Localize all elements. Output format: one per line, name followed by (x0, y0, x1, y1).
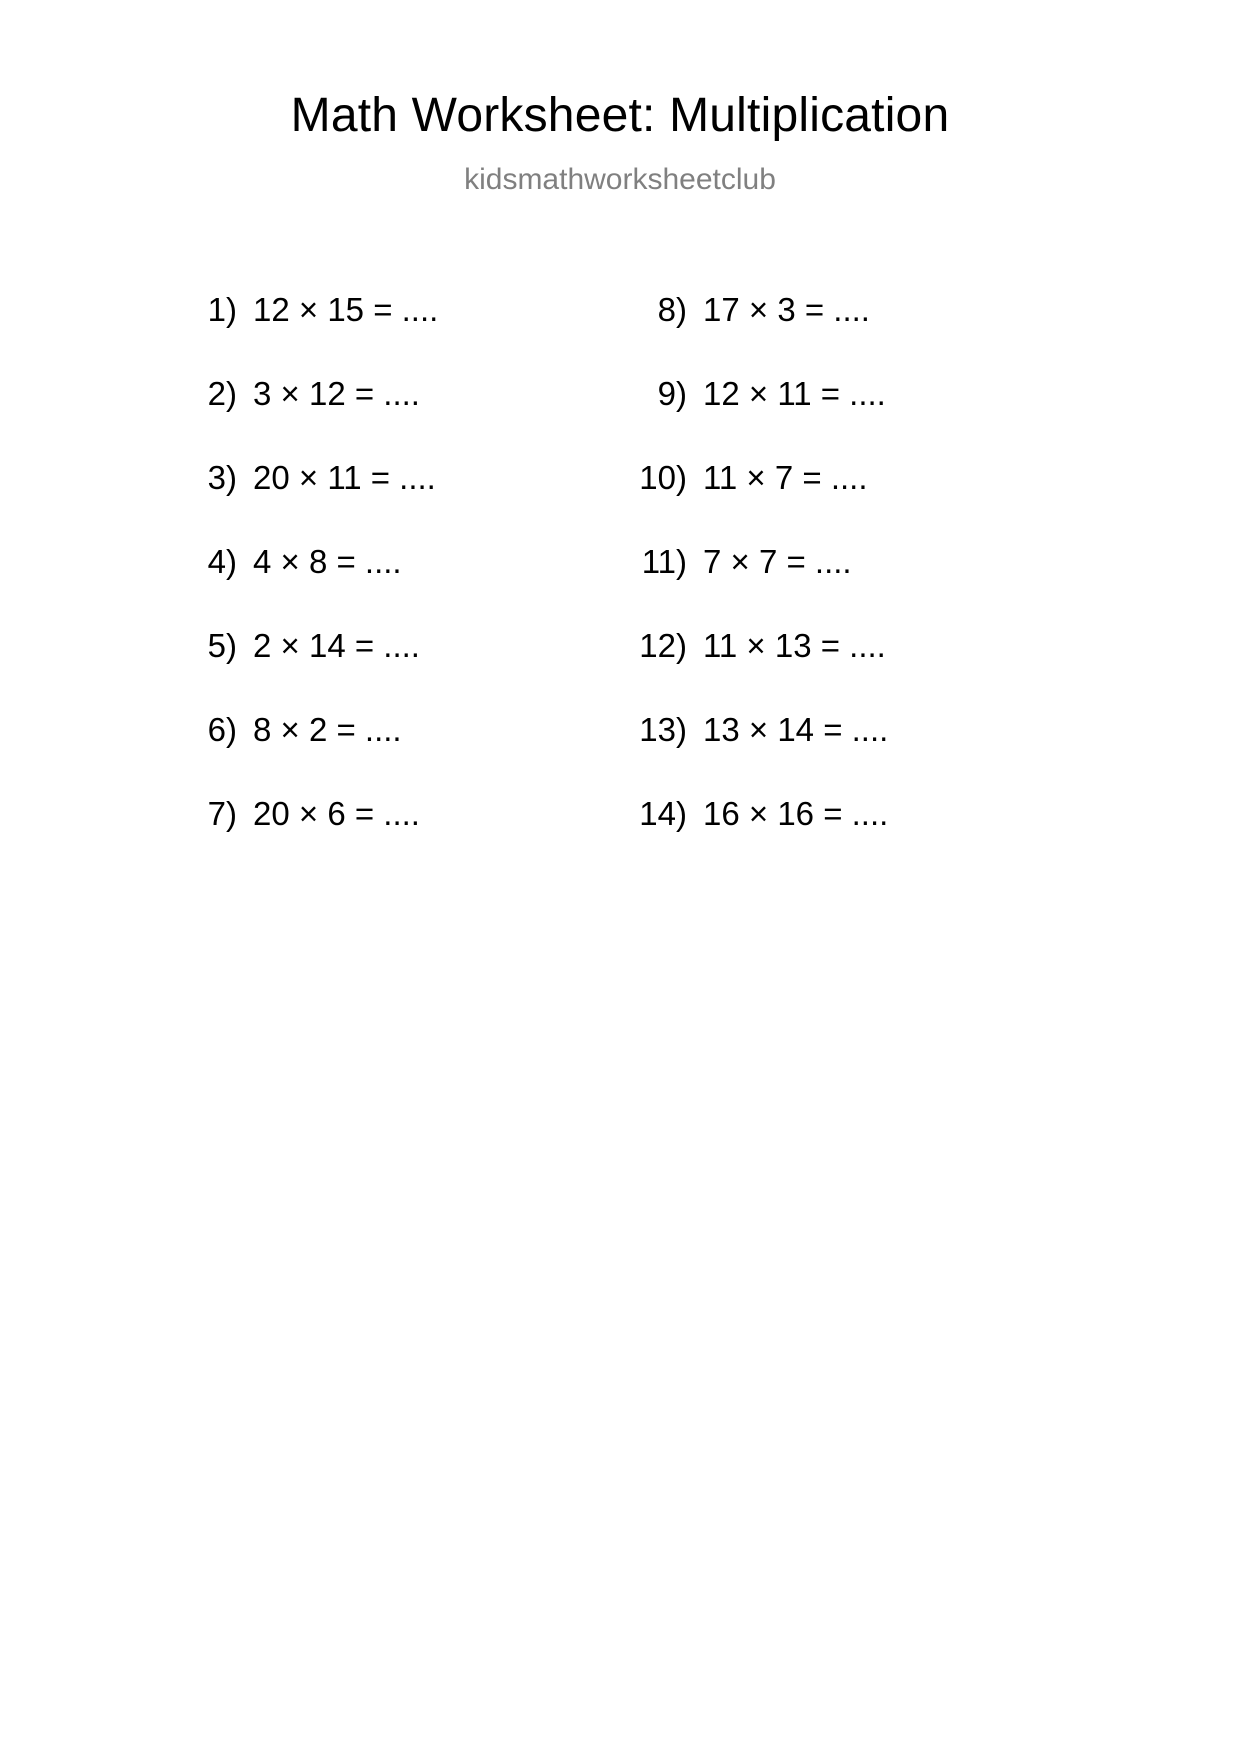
problem-item (175, 713, 625, 797)
problem-item (175, 461, 625, 545)
problem-item (175, 293, 625, 377)
problem-item (625, 293, 1075, 377)
problem-number: 8) (657, 291, 687, 328)
problem-number: 6) (207, 711, 237, 748)
problem-expression: 7 × 7 = .... (703, 543, 852, 580)
problem-expression: 11 × 13 = .... (703, 627, 886, 664)
problem-expression: 13 × 14 = .... (703, 711, 889, 748)
problem-number: 12) (639, 627, 687, 664)
page-subtitle: kidsmathworksheetclub (464, 163, 776, 196)
problem-item (175, 629, 625, 713)
problem-expression: 2 × 14 = .... (253, 627, 420, 664)
problem-item (625, 545, 1075, 629)
problem-column-left (175, 293, 625, 881)
problem-number: 7) (207, 795, 237, 832)
problem-number: 10) (639, 459, 687, 496)
problem-number: 5) (207, 627, 237, 664)
problem-item (625, 713, 1075, 797)
problem-item (175, 377, 625, 461)
problem-expression: 4 × 8 = .... (253, 543, 402, 580)
problem-expression: 20 × 11 = .... (253, 459, 436, 496)
page-title: Math Worksheet: Multiplication (290, 89, 950, 142)
problem-list (0, 293, 1240, 881)
problem-expression: 17 × 3 = .... (703, 291, 870, 328)
problem-number: 3) (207, 459, 237, 496)
problem-column-right (625, 293, 1075, 881)
problem-expression: 11 × 7 = .... (703, 459, 868, 496)
problem-item (625, 461, 1075, 545)
problem-expression: 8 × 2 = .... (253, 711, 402, 748)
problem-expression: 20 × 6 = .... (253, 795, 420, 832)
problem-expression: 16 × 16 = .... (703, 795, 889, 832)
problem-item (175, 797, 625, 881)
problem-number: 9) (657, 375, 687, 412)
problem-item (625, 797, 1075, 881)
problem-number: 11) (641, 543, 687, 580)
problem-number: 4) (207, 543, 237, 580)
problem-expression: 12 × 11 = .... (703, 375, 886, 412)
problem-item (625, 377, 1075, 461)
problem-number: 14) (639, 795, 687, 832)
problem-expression: 12 × 15 = .... (253, 291, 439, 328)
problem-number: 13) (639, 711, 687, 748)
problem-number: 2) (207, 375, 237, 412)
problem-item (175, 545, 625, 629)
problem-expression: 3 × 12 = .... (253, 375, 420, 412)
problem-item (625, 629, 1075, 713)
problem-number: 1) (207, 291, 237, 328)
